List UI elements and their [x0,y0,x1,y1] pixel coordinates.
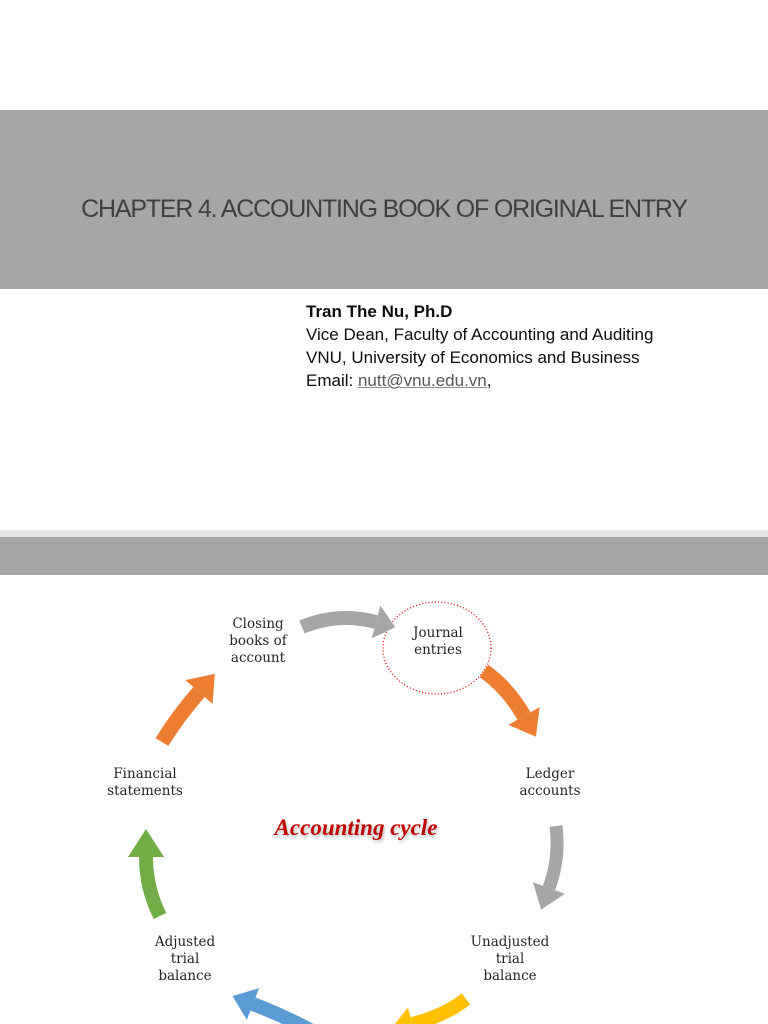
step-label-line: entries [414,642,462,658]
step-label-line: statements [107,783,183,799]
author-institution: VNU, University of Economics and Business [306,348,640,367]
arrow-shaft [412,999,466,1024]
email-link[interactable]: nutt@vnu.edu.vn [357,371,487,390]
step-label-line: Ledger [525,766,575,782]
author-position: Vice Dean, Faculty of Accounting and Auditing [306,325,654,344]
step-label-line: Journal [413,625,463,641]
step-journal-entries [413,625,463,659]
step-label-line: Unadjusted [470,934,550,950]
arrow-shaft [302,618,376,627]
slide-separator [0,530,768,537]
arrow-shaft [253,1004,310,1024]
author-name: Tran The Nu, Ph.D [306,302,453,321]
step-label-line: trial [495,951,525,967]
arrow-shaft [146,857,160,916]
step-label-line: Financial [113,766,177,782]
arrow-closing-to-journal [302,606,395,639]
step-label-line: accounts [519,783,581,799]
step-closing-books [229,616,286,667]
arrow-ledger-to-unadjusted [533,826,565,910]
step-ledger-accounts [519,766,580,800]
step-label-line: balance [158,968,212,984]
step-financial-statements [107,766,183,800]
arrow-shaft [484,671,524,716]
arrow-head [128,829,164,857]
arrow-financial-to-closing [162,674,215,742]
chapter-title: CHAPTER 4. ACCOUNTING BOOK OF ORIGINAL ENTRY [81,195,687,223]
email-suffix: , [486,371,492,390]
arrow-adjusted-to-financial [128,829,164,916]
email-label: Email: [306,371,358,390]
arrow-shaft [162,692,199,742]
step-label-line: Adjusted [154,934,216,950]
step-unadjusted-trial-balance [471,934,550,985]
step-adjusted-trial-balance [155,934,215,985]
author-info [306,300,653,392]
slide-header-band [0,537,768,575]
diagram-title: Accounting cycle [274,815,438,840]
author-email-line [306,369,653,392]
step-label-line: books of [229,633,287,649]
step-label-line: Closing [232,616,284,632]
step-label-line: balance [483,968,537,984]
arrow-journal-to-ledger [484,671,540,737]
accounting-cycle-slide [0,575,768,1024]
step-label-line: trial [170,951,200,967]
arrow-from-unadjusted-trial-balance [391,999,466,1024]
arrow-into-adjusted-trial-balance [233,988,311,1024]
arrow-shaft [549,826,557,888]
step-label-line: account [230,650,286,666]
